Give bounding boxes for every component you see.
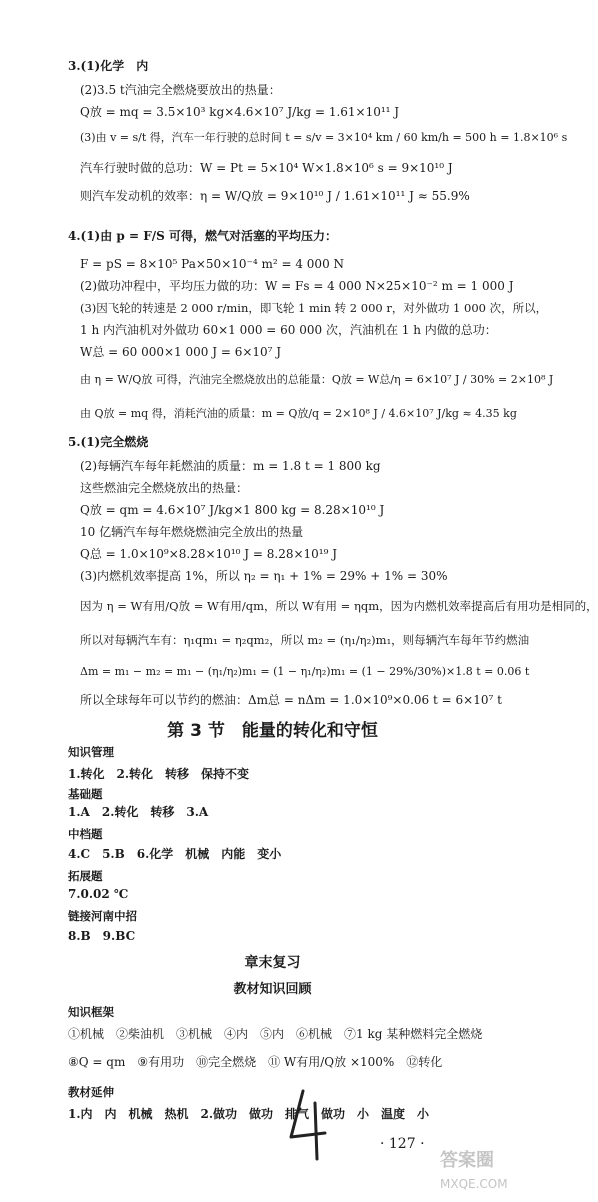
answer-line: 5.(1)完全燃烧: [68, 435, 149, 449]
formula-line: (3)内燃机效率提高 1%，所以 η₂ = η₁ + 1% = 29% + 1% = 30%: [80, 569, 448, 583]
answer-line: 4.(1)由 p = F/S 可得，燃气对活塞的平均压力：: [68, 229, 337, 243]
subsection-heading: 拓展题: [68, 869, 103, 883]
answer-line: (2)3.5 t汽油完全燃烧要放出的热量：: [80, 83, 281, 97]
formula-line: 所以全球每年可以节约的燃油：Δm总 = nΔm = 1.0×10⁹×0.06 t = 6×10⁷ t: [80, 693, 502, 707]
answer-line: ①机械 ②柴油机 ③机械 ④内 ⑤内 ⑥机械 ⑦1 kg 某种燃料完全燃烧: [68, 1027, 483, 1041]
formula-line: 由 Q放 = mq 得，消耗汽油的质量：m = Q放/q = 2×10⁸ J / 4.6×10⁷ J/kg ≈ 4.35 kg: [80, 407, 517, 420]
watermark-url: MXQE.COM: [440, 1177, 508, 1191]
answer-line: 4.C 5.B 6.化学 机械 内能 变小: [68, 847, 282, 861]
answer-line: 1.转化 2.转化 转移 保持不变: [68, 767, 250, 781]
formula-line: Q总 = 1.0×10⁹×8.28×10¹⁰ J = 8.28×10¹⁹ J: [80, 547, 338, 561]
subsection-heading: 链接河南中招: [68, 909, 137, 923]
answer-line: ⑧Q = qm ⑨有用功 ⑩完全燃烧 ⑪ W有用/Q放 ×100% ⑫转化: [68, 1055, 443, 1069]
subsection-heading: 知识管理: [68, 745, 114, 759]
answer-line: 3.(1)化学 内: [68, 59, 149, 73]
subsection-heading: 教材延伸: [68, 1085, 114, 1099]
answer-line: (2)每辆汽车每年耗燃油的质量：m = 1.8 t = 1 800 kg: [80, 459, 381, 473]
answer-line: 1 h 内汽油机对外做功 60×1 000 = 60 000 次，汽油机在 1 h 内做的总功：: [80, 323, 497, 337]
formula-line: 由 η = W/Q放 可得，汽油完全燃烧放出的总能量：Q放 = W总/η = 6×10⁷ J / 30% = 2×10⁸ J: [80, 373, 554, 386]
answer-line: 1.内 内 机械 热机 2.做功 做功 排气 做功 小 温度 小: [68, 1107, 430, 1121]
section-title: 第 3 节 能量的转化和守恒: [167, 721, 378, 741]
page-number: · 127 ·: [380, 1136, 425, 1152]
watermark-text: 答案圈: [440, 1150, 494, 1171]
formula-line: (3)由 v = s/t 得，汽车一年行驶的总时间 t = s/v = 3×10⁴ km / 60 km/h = 500 h = 1.8×10⁶ s: [80, 131, 568, 144]
formula-line: Δm = m₁ − m₂ = m₁ − (η₁/η₂)m₁ = (1 − η₁/η₂)m₁ = (1 − 29%/30%)×1.8 t = 0.06 t: [80, 665, 530, 678]
answer-line: (3)因飞轮的转速是 2 000 r/min，即飞轮 1 min 转 2 000 r，对外做功 1 000 次，所以，: [80, 301, 548, 315]
subsection-heading: 中档题: [68, 827, 103, 841]
formula-line: F = pS = 8×10⁵ Pa×50×10⁻⁴ m² = 4 000 N: [80, 257, 345, 271]
formula-line: 因为 η = W有用/Q放 = W有用/qm，所以 W有用 = ηqm，因为内燃机效率提高后有用功是相同的，: [80, 599, 598, 613]
formula-line: Q放 = mq = 3.5×10³ kg×4.6×10⁷ J/kg = 1.61×10¹¹ J: [80, 105, 400, 119]
review-subtitle: 教材知识回顾: [233, 982, 312, 997]
subsection-heading: 知识框架: [68, 1005, 114, 1019]
formula-line: W总 = 60 000×1 000 J = 6×10⁷ J: [80, 345, 282, 359]
review-title: 章末复习: [244, 955, 301, 971]
answer-line: 8.B 9.BC: [68, 929, 136, 943]
answer-line: 7.0.02 ℃: [68, 887, 129, 901]
answer-line: 10 亿辆汽车每年燃烧燃油完全放出的热量: [80, 525, 304, 539]
subsection-heading: 基础题: [68, 787, 103, 801]
answer-line: 汽车行驶时做的总功：W = Pt = 5×10⁴ W×1.8×10⁶ s = 9×10¹⁰ J: [80, 161, 453, 175]
answer-line: 这些燃油完全燃烧放出的热量：: [80, 481, 249, 495]
formula-line: Q放 = qm = 4.6×10⁷ J/kg×1 800 kg = 8.28×10¹⁰ J: [80, 503, 385, 517]
handwritten-four: [285, 1085, 333, 1163]
formula-line: (2)做功冲程中，平均压力做的功：W = Fs = 4 000 N×25×10⁻² m = 1 000 J: [80, 279, 514, 293]
formula-line: 则汽车发动机的效率：η = W/Q放 = 9×10¹⁰ J / 1.61×10¹¹ J ≈ 55.9%: [80, 189, 470, 203]
answer-line: 1.A 2.转化 转移 3.A: [68, 805, 209, 819]
watermark-logo: [432, 1140, 542, 1198]
formula-line: 所以对每辆汽车有：η₁qm₁ = η₂qm₂，所以 m₂ = (η₁/η₂)m₁，则每辆汽车每年节约燃油: [80, 633, 530, 647]
